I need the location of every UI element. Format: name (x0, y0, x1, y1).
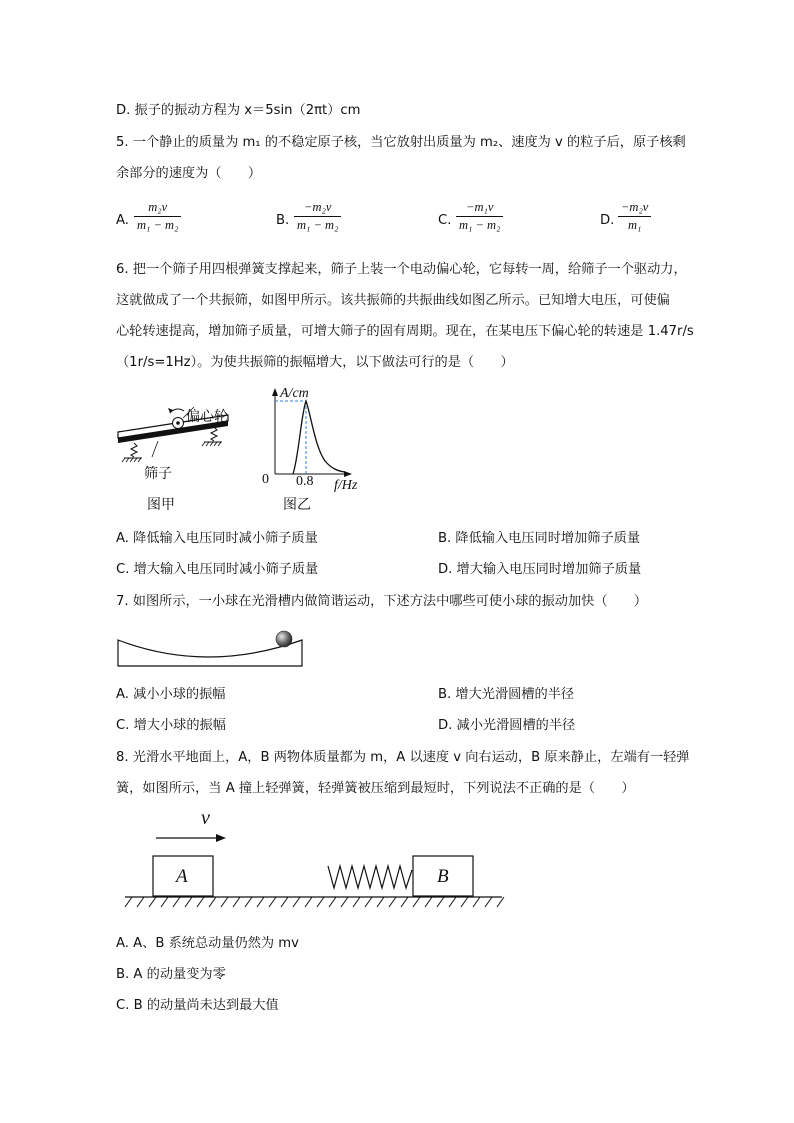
q6-option-b: B. 降低输入电压同时增加筛子质量 (438, 531, 641, 546)
q5-option-a-fraction: $\frac{\text{m₂v}}{\text{m₁ − m₂}}$ (134, 200, 181, 233)
q8-figure-collision (120, 808, 510, 912)
ground-hatching (125, 897, 504, 907)
q8-option-c: C. B 的动量尚未达到最大值 (116, 998, 279, 1013)
block-b-label: B (437, 866, 449, 887)
q5-option-b-fraction: $\frac{\text{−m₂v}}{\text{m₁ − m₂}}$ (294, 200, 341, 233)
q7-figure-groove (112, 626, 310, 670)
q8-option-a: A. A、B 系统总动量仍然为 mv (116, 936, 299, 951)
q8-stem-line-2: 簧，如图所示，当 A 撞上轻弹簧，轻弹簧被压缩到最短时，下列说法不正确的是（ ） (116, 781, 635, 796)
q7-stem-line-1: 7. 如图所示，一小球在光滑槽内做简谐运动，下述方法中哪些可使小球的振动加快（ ） (116, 594, 648, 609)
q6-stem-line-2: 这就做成了一个共振筛，如图甲所示。该共振筛的共振曲线如图乙所示。已知增大电压，可使偏 (116, 293, 670, 308)
q6-option-c: C. 增大输入电压同时减小筛子质量 (116, 562, 319, 577)
ball-icon (276, 631, 292, 647)
q6-option-a: A. 降低输入电压同时减小筛子质量 (116, 531, 318, 546)
q6-stem-line-1: 6. 把一个筛子用四根弹簧支撑起来，筛子上装一个电动偏心轮，它每转一周，给筛子一个驱动力， (116, 262, 687, 277)
q7-option-c: C. 增大小球的振幅 (116, 718, 226, 733)
figure-jia-caption: 图甲 (147, 497, 175, 513)
q6-figure-sieve (110, 385, 250, 520)
label-eccentric-wheel: 偏心轮 (186, 409, 228, 425)
resonance-origin: 0 (262, 472, 269, 487)
spring-left-icon (122, 443, 142, 462)
q7-option-a: A. 减小小球的振幅 (116, 687, 226, 702)
block-a-label: A (176, 866, 188, 887)
smooth-circular-groove (118, 640, 302, 666)
q6-option-d: D. 增大输入电压同时增加筛子质量 (438, 562, 642, 577)
q6-stem-line-4: （1r/s=1Hz）。为使共振筛的振幅增大，以下做法可行的是（ ） (116, 355, 514, 370)
q8-option-b: B. A 的动量变为零 (116, 967, 226, 982)
resonance-ylabel: A/cm (280, 386, 309, 401)
figure-yi-caption: 图乙 (283, 497, 311, 513)
resonance-tick: 0.8 (296, 474, 314, 489)
label-sieve: 筛子 (144, 466, 172, 482)
q5-stem-line-2: 余部分的速度为（ ） (116, 166, 262, 181)
resonance-xlabel: f/Hz (334, 478, 358, 493)
q7-option-d: D. 减小光滑圆槽的半径 (438, 718, 576, 733)
q8-stem-line-1: 8. 光滑水平地面上，A，B 两物体质量都为 m，A 以速度 v 向右运动，B 原来静止，左端有一轻弹 (116, 750, 690, 765)
resonance-curve (293, 401, 345, 474)
q4-option-d: D. 振子的振动方程为 x＝5sin（2πt）cm (116, 103, 361, 118)
q7-option-b: B. 增大光滑圆槽的半径 (438, 687, 575, 702)
velocity-label: v (201, 807, 210, 829)
q6-figure-resonance-curve (255, 385, 375, 485)
q5-option-d-fraction: $\frac{\text{−m₂v}}{\text{m₁}}$ (618, 200, 651, 233)
spring-right-icon (202, 427, 222, 446)
q5-option-c-fraction: $\frac{\text{−m₁v}}{\text{m₁ − m₂}}$ (456, 200, 503, 233)
q5-stem-line-1: 5. 一个静止的质量为 m₁ 的不稳定原子核，当它放射出质量为 m₂、速度为 v 的粒子后，原子核剩 (116, 135, 686, 150)
light-spring (328, 866, 412, 888)
q6-stem-line-3: 心轮转速提高，增加筛子质量，可增大筛子的固有周期。现在，在某电压下偏心轮的转速是 1.47r/s (116, 324, 694, 339)
